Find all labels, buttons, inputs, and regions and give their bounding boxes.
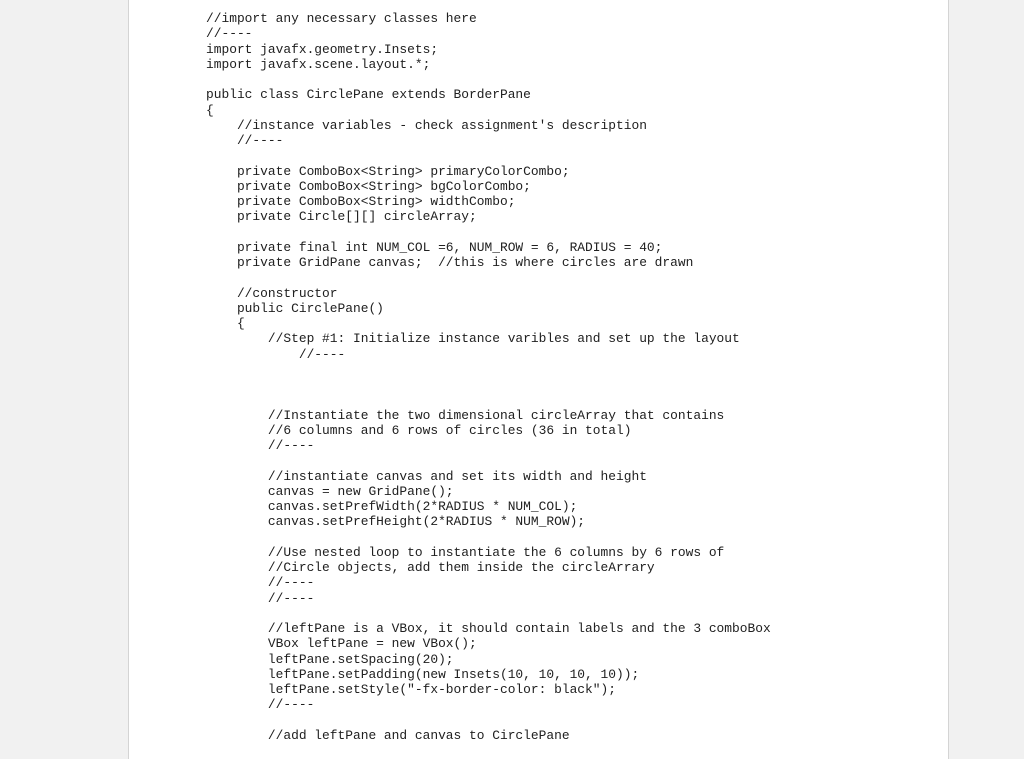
- code-line: [206, 392, 771, 407]
- code-line: leftPane.setStyle("-fx-border-color: black");: [206, 682, 616, 697]
- code-line: //instance variables - check assignment's description: [206, 117, 647, 133]
- code-line: //import any necessary classes here: [206, 11, 477, 26]
- code-line: [206, 713, 771, 728]
- code-line: //----: [206, 346, 346, 362]
- code-line: import javafx.geometry.Insets;: [206, 41, 439, 57]
- code-line: public CirclePane(): [206, 300, 384, 316]
- code-line: private ComboBox<String> bgColorCombo;: [206, 178, 531, 194]
- code-line: [206, 270, 771, 285]
- code-line: canvas.setPrefWidth(2*RADIUS * NUM_COL);: [206, 499, 578, 514]
- code-line: VBox leftPane = new VBox();: [206, 636, 477, 652]
- code-line: [206, 453, 771, 468]
- code-line: canvas.setPrefHeight(2*RADIUS * NUM_ROW);: [206, 514, 586, 530]
- code-line: private final int NUM_COL =6, NUM_ROW = 6, RADIUS = 40;: [206, 239, 663, 255]
- code-line: [206, 148, 771, 163]
- code-line: //Circle objects, add them inside the circleArrary: [206, 560, 655, 575]
- code-line: {: [206, 102, 214, 118]
- code-line: //----: [206, 438, 315, 453]
- code-line: private GridPane canvas; //this is where circles are drawn: [206, 255, 694, 270]
- code-line: leftPane.setPadding(new Insets(10, 10, 10, 10));: [206, 666, 640, 682]
- code-line: public class CirclePane extends BorderPane: [206, 87, 531, 103]
- code-line: [206, 530, 771, 545]
- code-line: [206, 606, 771, 621]
- code-line: //add leftPane and canvas to CirclePane: [206, 727, 570, 743]
- code-line: [206, 377, 771, 392]
- code-line: //6 columns and 6 rows of circles (36 in total): [206, 422, 632, 438]
- code-line: import javafx.scene.layout.*;: [206, 56, 431, 72]
- code-line: leftPane.setSpacing(20);: [206, 651, 454, 667]
- code-line: {: [206, 316, 245, 331]
- code-line: canvas = new GridPane();: [206, 483, 454, 499]
- code-line: private ComboBox<String> primaryColorCombo;: [206, 163, 570, 179]
- code-line: //constructor: [206, 285, 338, 301]
- code-line: //----: [206, 697, 315, 713]
- code-line: //leftPane is a VBox, it should contain labels and the 3 comboBox: [206, 621, 771, 636]
- document-page: [128, 0, 949, 759]
- code-line: //----: [206, 26, 253, 42]
- code-line: [206, 72, 771, 87]
- code-line: //Step #1: Initialize instance varibles and set up the layout: [206, 331, 740, 347]
- code-line: //----: [206, 590, 315, 606]
- code-line: //instantiate canvas and set its width and height: [206, 468, 647, 484]
- code-line: //Instantiate the two dimensional circleArray that contains: [206, 407, 725, 423]
- code-line: private ComboBox<String> widthCombo;: [206, 194, 516, 209]
- code-line: private Circle[][] circleArray;: [206, 209, 477, 225]
- code-line: [206, 362, 771, 377]
- code-line: //----: [206, 133, 284, 148]
- code-line: //Use nested loop to instantiate the 6 columns by 6 rows of: [206, 544, 725, 560]
- code-block: [206, 11, 771, 743]
- code-line: //----: [206, 575, 315, 591]
- code-line: [206, 225, 771, 240]
